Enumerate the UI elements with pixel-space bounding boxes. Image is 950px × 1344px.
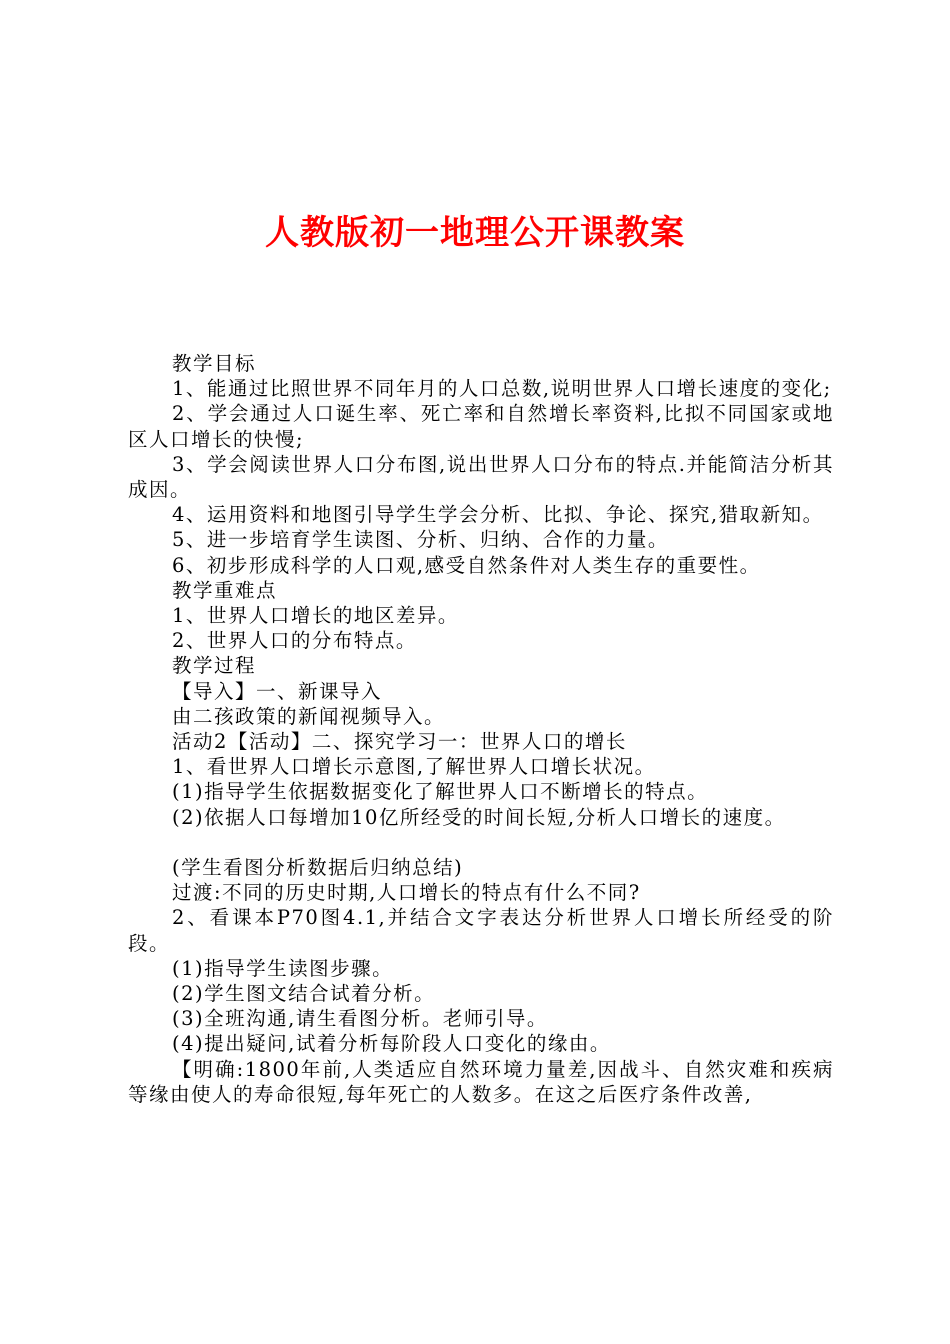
paragraph: 2、学会通过人口诞生率、死亡率和自然增长率资料,比拟不同国家或地区人口增长的快慢; bbox=[128, 402, 834, 451]
paragraph: 过渡:不同的历史时期,人口增长的特点有什么不同? bbox=[172, 881, 641, 905]
paragraph: (2)依据人口每增加10亿所经受的时间长短,分析人口增长的速度。 bbox=[172, 805, 786, 829]
paragraph: (4)提出疑问,试着分析每阶段人口变化的缘由。 bbox=[172, 1032, 611, 1056]
paragraph: 2、世界人口的分布特点。 bbox=[172, 629, 417, 653]
document-title: 人教版初一地理公开课教案 bbox=[265, 213, 685, 253]
blank-line bbox=[128, 830, 834, 855]
paragraph: 教学目标 bbox=[172, 352, 257, 375]
paragraph: 6、初步形成科学的人口观,感受自然条件对人类生存的重要性。 bbox=[172, 553, 761, 577]
paragraph: 1、看世界人口增长示意图,了解世界人口增长状况。 bbox=[172, 755, 656, 779]
section-heading: 教学重难点 bbox=[172, 578, 278, 602]
paragraph: 5、进一步培育学生读图、分析、归纳、合作的力量。 bbox=[172, 528, 669, 552]
paragraph: (1)指导学生读图步骤。 bbox=[172, 956, 394, 980]
paragraph: 2、看课本P70图4.1,并结合文字表达分析世界人口增长所经受的阶段。 bbox=[128, 906, 834, 955]
paragraph: 1、世界人口增长的地区差异。 bbox=[172, 604, 459, 628]
paragraph: (2)学生图文结合试着分析。 bbox=[172, 982, 436, 1006]
document-body bbox=[128, 351, 834, 1107]
paragraph: 由二孩政策的新闻视频导入。 bbox=[172, 704, 446, 728]
section-heading: 教学过程 bbox=[172, 654, 257, 678]
paragraph: (1)指导学生依据数据变化了解世界人口不断增长的特点。 bbox=[172, 780, 709, 804]
paragraph: (学生看图分析数据后归纳总结) bbox=[172, 856, 464, 880]
paragraph: 活动2【活动】二、探究学习一：世界人口的增长 bbox=[172, 730, 627, 754]
paragraph: 【导入】一、新课导入 bbox=[172, 679, 383, 703]
paragraph: 1、能通过比照世界不同年月的人口总数,说明世界人口增长速度的变化; bbox=[172, 377, 832, 401]
paragraph: (3)全班沟通,请生看图分析。老师引导。 bbox=[172, 1007, 548, 1031]
paragraph: 3、学会阅读世界人口分布图,说出世界人口分布的特点.并能简洁分析其成因。 bbox=[128, 452, 834, 502]
paragraph: 【明确:1800年前,人类适应自然环境力量差,因战斗、自然灾难和疾病等缘由使人的寿命很短,每年死亡的人数多。在这之后医疗条件改善, bbox=[128, 1057, 834, 1106]
paragraph: 4、运用资料和地图引导学生学会分析、比拟、争论、探究,猎取新知。 bbox=[172, 503, 824, 527]
